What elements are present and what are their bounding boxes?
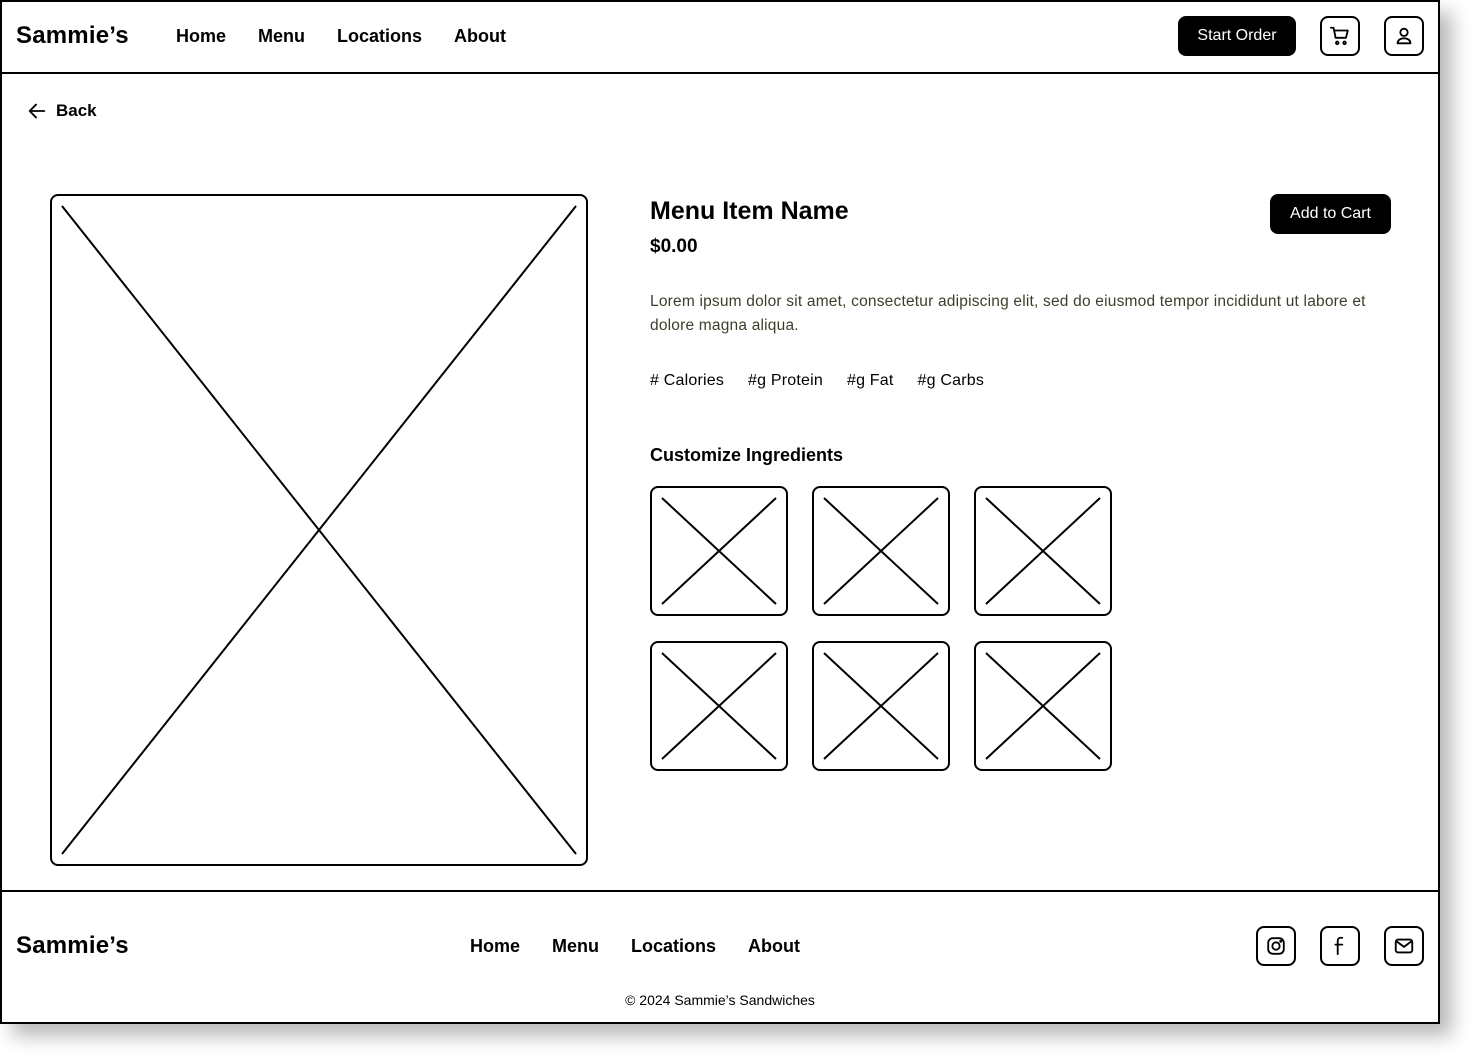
menu-item-description: Lorem ipsum dolor sit amet, consectetur adipiscing elit, sed do eiusmod tempor incididunt ut labore et dolore magna aliqua. (650, 293, 1366, 334)
user-icon (1393, 25, 1415, 47)
facebook-icon (1329, 935, 1351, 957)
site-footer (2, 890, 1438, 1024)
nutrition-protein: #g Protein (748, 372, 823, 389)
nav-home-link[interactable]: Home (176, 26, 227, 46)
ingredient-option[interactable] (650, 486, 788, 616)
facebook-button[interactable] (1320, 926, 1360, 966)
image-placeholder-icon (52, 196, 586, 864)
cart-button[interactable] (1320, 16, 1360, 56)
nutrition-facts (650, 372, 1008, 390)
footer-nav-menu-link[interactable]: Menu (552, 936, 600, 956)
menu-item-image-placeholder (50, 194, 588, 866)
footer-nav-locations-link[interactable]: Locations (631, 936, 717, 956)
brand-logo[interactable]: Sammie’s (16, 22, 129, 49)
copyright-text: © 2024 Sammie’s Sandwiches (625, 992, 815, 1008)
header-nav (176, 26, 538, 47)
image-placeholder-icon (976, 488, 1110, 614)
email-button[interactable] (1384, 926, 1424, 966)
add-to-cart-button[interactable]: Add to Cart (1270, 194, 1391, 234)
nutrition-fat: #g Fat (846, 372, 894, 389)
start-order-button[interactable]: Start Order (1178, 16, 1296, 56)
footer-nav-about-link[interactable]: About (748, 936, 801, 956)
footer-brand-logo[interactable]: Sammie’s (16, 932, 129, 959)
menu-item-price: $0.00 (650, 236, 698, 257)
ingredient-option[interactable] (650, 641, 788, 771)
ingredient-option[interactable] (812, 486, 950, 616)
nutrition-carbs: #g Carbs (917, 372, 985, 389)
ingredient-option[interactable] (974, 486, 1112, 616)
back-label: Back (56, 101, 97, 120)
footer-nav (470, 936, 832, 957)
menu-item-name: Menu Item Name (650, 197, 849, 225)
image-placeholder-icon (652, 643, 786, 769)
nav-about-link[interactable]: About (454, 26, 507, 46)
nutrition-calories: # Calories (650, 372, 725, 389)
mail-icon (1393, 935, 1415, 957)
arrow-left-icon (26, 100, 48, 122)
nav-menu-link[interactable]: Menu (258, 26, 306, 46)
account-button[interactable] (1384, 16, 1424, 56)
cart-icon (1329, 25, 1351, 47)
image-placeholder-icon (814, 488, 948, 614)
image-placeholder-icon (976, 643, 1110, 769)
instagram-icon (1265, 935, 1287, 957)
nav-locations-link[interactable]: Locations (337, 26, 423, 46)
site-header (2, 2, 1438, 74)
back-link[interactable] (26, 100, 97, 122)
instagram-button[interactable] (1256, 926, 1296, 966)
footer-nav-home-link[interactable]: Home (470, 936, 521, 956)
customize-ingredients-title: Customize Ingredients (650, 445, 844, 465)
ingredient-grid (650, 486, 1120, 776)
ingredient-option[interactable] (812, 641, 950, 771)
image-placeholder-icon (652, 488, 786, 614)
image-placeholder-icon (814, 643, 948, 769)
ingredient-option[interactable] (974, 641, 1112, 771)
